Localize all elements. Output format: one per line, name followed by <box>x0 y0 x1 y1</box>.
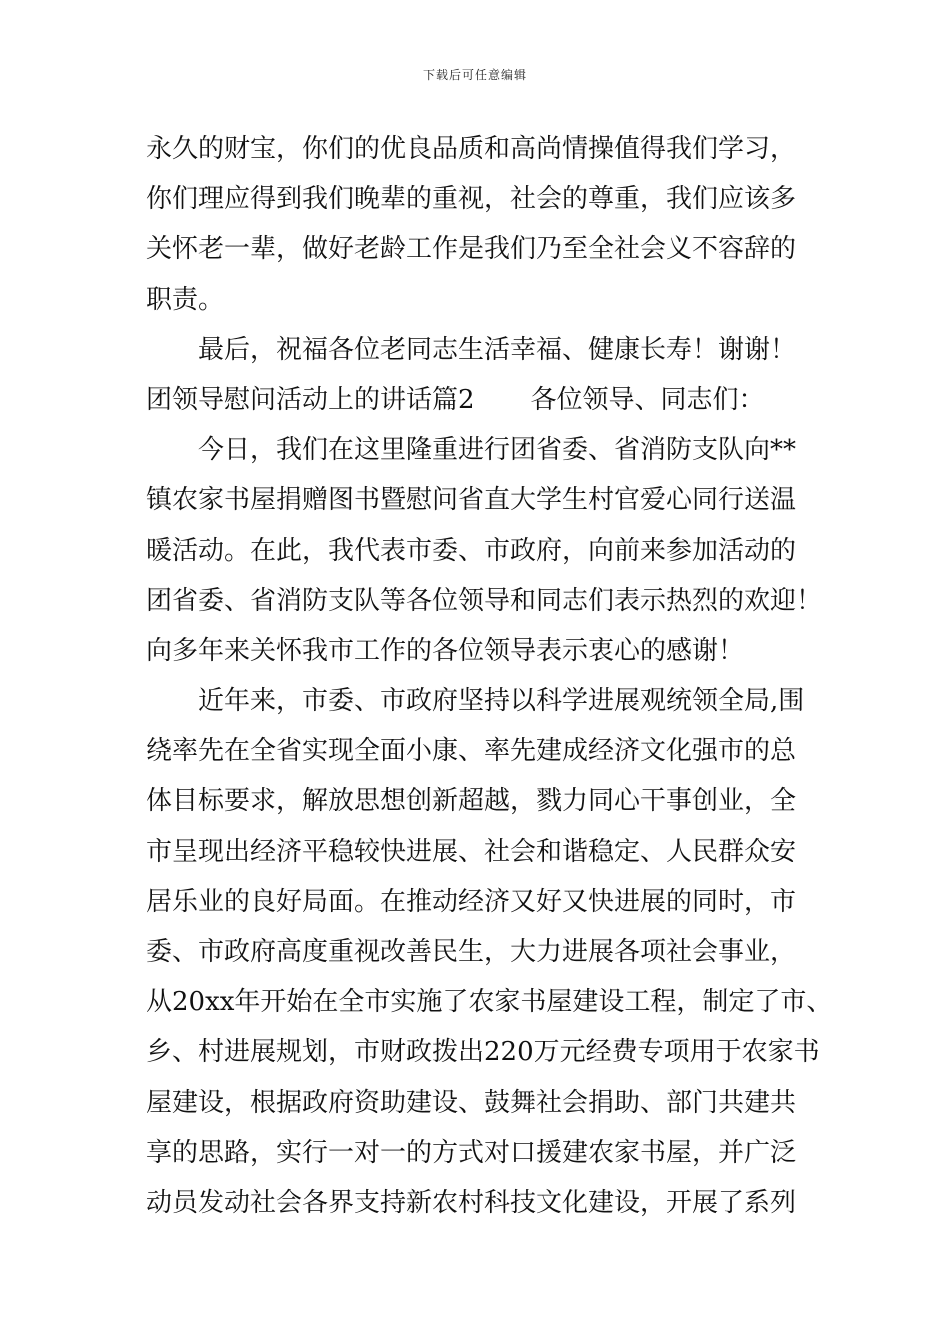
document-body <box>146 124 833 1228</box>
text-line: 从20xx年开始在全市实施了农家书屋建设工程，制定了市、 <box>146 987 833 1018</box>
text-line: 委、市政府高度重视改善民生，大力进展各项社会事业， <box>146 937 797 967</box>
text-line: 市呈现出经济平稳较快进展、社会和谐稳定、人民群众安 <box>146 836 797 867</box>
text-line: 暖活动。在此，我代表市委、市政府，向前来参加活动的 <box>146 535 797 566</box>
text-line: 向多年来关怀我市工作的各位领导表示衷心的感谢！ <box>146 635 745 666</box>
text-line: 屋建设，根据政府资助建设、鼓舞社会捐助、部门共建共 <box>146 1087 797 1118</box>
text-line: 最后，祝福各位老同志生活幸福、健康长寿！谢谢！ <box>198 334 797 365</box>
text-line: 居乐业的良好局面。在推动经济又好又快进展的同时，市 <box>146 886 797 917</box>
text-line: 近年来，市委、市政府坚持以科学进展观统领全局,围 <box>198 686 805 717</box>
text-line: 团省委、省消防支队等各位领导和同志们表示热烈的欢迎！ <box>146 585 823 616</box>
salutation: 各位领导、同志们： <box>530 384 765 415</box>
text-line: 你们理应得到我们晚辈的重视，社会的尊重，我们应该多 <box>146 184 797 215</box>
text-line: 今日，我们在这里隆重进行团省委、省消防支队向** <box>198 435 797 466</box>
text-line: 体目标要求，解放思想创新超越，戮力同心干事创业，全 <box>146 786 797 817</box>
section-heading-line <box>146 375 826 425</box>
page-header: 下载后可任意编辑 <box>422 68 527 82</box>
text-line: 关怀老一辈，做好老龄工作是我们乃至全社会义不容辞的 <box>146 234 797 265</box>
text-line: 绕率先在全省实现全面小康、率先建成经济文化强市的总 <box>146 736 797 767</box>
text-line: 动员发动社会各界支持新农村科技文化建设，开展了系列 <box>146 1187 797 1218</box>
text-line: 镇农家书屋捐赠图书暨慰问省直大学生村官爱心同行送温 <box>146 485 797 516</box>
text-line: 享的思路，实行一对一的方式对口援建农家书屋，并广泛 <box>146 1137 797 1168</box>
text-line: 永久的财宝，你们的优良品质和高尚情操值得我们学习， <box>146 134 797 164</box>
text-line: 乡、村进展规划，市财政拨出220万元经费专项用于农家书 <box>146 1037 820 1068</box>
text-line: 职责。 <box>146 284 225 315</box>
section-title: 团领导慰问活动上的讲话篇2 <box>146 384 475 415</box>
